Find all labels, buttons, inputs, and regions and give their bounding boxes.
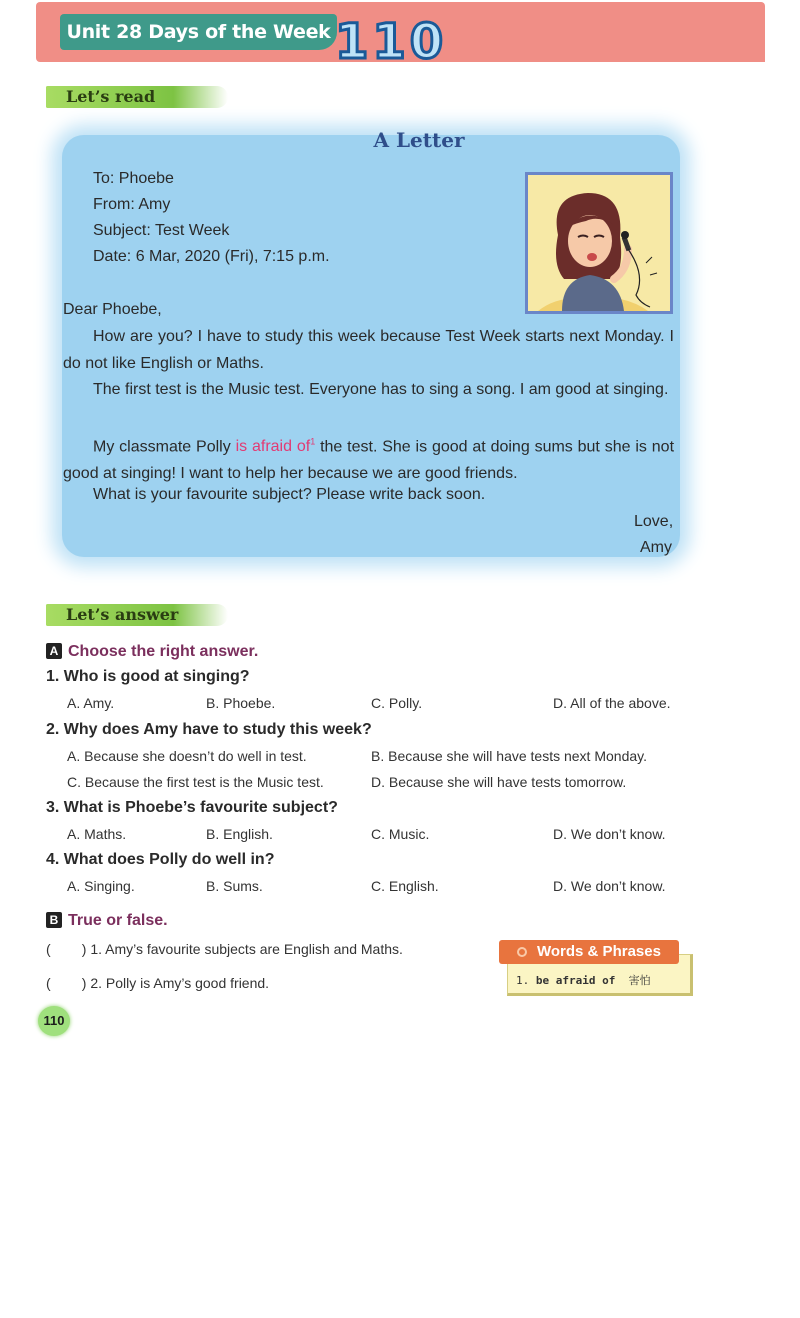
question-4-option-b: B. Sums. [206, 878, 263, 894]
words-phrases-label: Words & Phrases [537, 943, 661, 960]
letter-paragraph-1: How are you? I have to study this week because Test Week starts next Monday. I do not like English or Maths. [63, 328, 674, 372]
lets-read-heading [46, 86, 228, 108]
true-false-item-1: ( ) 1. Amy’s favourite subjects are English and Maths. [46, 941, 403, 957]
letter-title: A Letter [373, 128, 465, 152]
letter-from: From: Amy [93, 196, 171, 213]
letter-to: To: Phoebe [93, 170, 174, 187]
question-1: 1. Who is good at singing? [46, 668, 250, 685]
question-4: 4. What does Polly do well in? [46, 851, 275, 868]
page-number-large: 110 [335, 14, 448, 70]
question-3: 3. What is Phoebe’s favourite subject? [46, 799, 338, 816]
circle-bullet-icon [517, 947, 527, 957]
letter-paragraph-2: The first test is the Music test. Everyone has to sing a song. I am good at singing. [93, 381, 669, 398]
question-3-option-b: B. English. [206, 826, 273, 842]
singer-drawing [528, 175, 670, 311]
letter-paragraph-3: My classmate Polly is afraid $of^1$ the test. She is good at doing sums but she is not good at singing! I want to help her because we are good friends. [63, 437, 675, 482]
lets-answer-label: Let’s answer [66, 605, 179, 624]
question-4-option-c: C. English. [371, 878, 439, 894]
page-number-footer: 110 [38, 1006, 70, 1036]
section-b-badge: B [46, 912, 62, 928]
question-2: 2. Why does Amy have to study this week? [46, 721, 372, 738]
section-a-heading: A Choose the right answer. [46, 643, 258, 661]
letter-subject: Subject: Test Week [93, 222, 230, 239]
words-phrases-tab [499, 940, 679, 964]
question-2-option-d: D. Because she will have tests tomorrow. [371, 774, 627, 790]
question-1-option-a: A. Amy. [67, 695, 115, 711]
question-1-option-b: B. Phoebe. [206, 695, 276, 711]
letter-paragraph-4: What is your favourite subject? Please write back soon. [93, 486, 486, 503]
letter-date: Date: 6 Mar, 2020 (Fri), 7:15 p.m. [93, 248, 330, 265]
question-3-option-d: D. We don’t know. [553, 826, 666, 842]
question-1-option-c: C. Polly. [371, 695, 423, 711]
question-3-option-c: C. Music. [371, 826, 430, 842]
unit-title: Unit 28 Days of the Week [60, 14, 337, 50]
section-a-badge: A [46, 643, 62, 659]
question-2-option-b: B. Because she will have tests next Monday. [371, 748, 647, 764]
girl-singing-illustration [525, 172, 673, 314]
letter-greeting: Dear Phoebe, [63, 301, 162, 318]
question-2-option-c: C. Because the first test is the Music test. [67, 774, 324, 790]
highlighted-phrase: is afraid $of^1$ [235, 437, 316, 456]
vocab-entry: 1. be afraid of 害怕 [516, 974, 651, 987]
question-3-option-a: A. Maths. [67, 826, 127, 842]
letter-signature: Amy [640, 539, 672, 556]
question-4-option-d: D. We don’t know. [553, 878, 666, 894]
section-b-heading: B True or false. [46, 912, 168, 930]
letter-closing: Love, [634, 513, 674, 530]
true-false-item-2: ( ) 2. Polly is Amy’s good friend. [46, 975, 270, 991]
vocab-meaning: 害怕 [628, 974, 651, 987]
question-4-option-a: A. Singing. [67, 878, 135, 894]
footnote-marker: 1 [310, 437, 316, 447]
lets-read-label: Let’s read [66, 87, 156, 106]
question-2-option-a: A. Because she doesn’t do well in test. [67, 748, 307, 764]
lets-answer-heading [46, 604, 228, 626]
question-1-option-d: D. All of the above. [553, 695, 671, 711]
